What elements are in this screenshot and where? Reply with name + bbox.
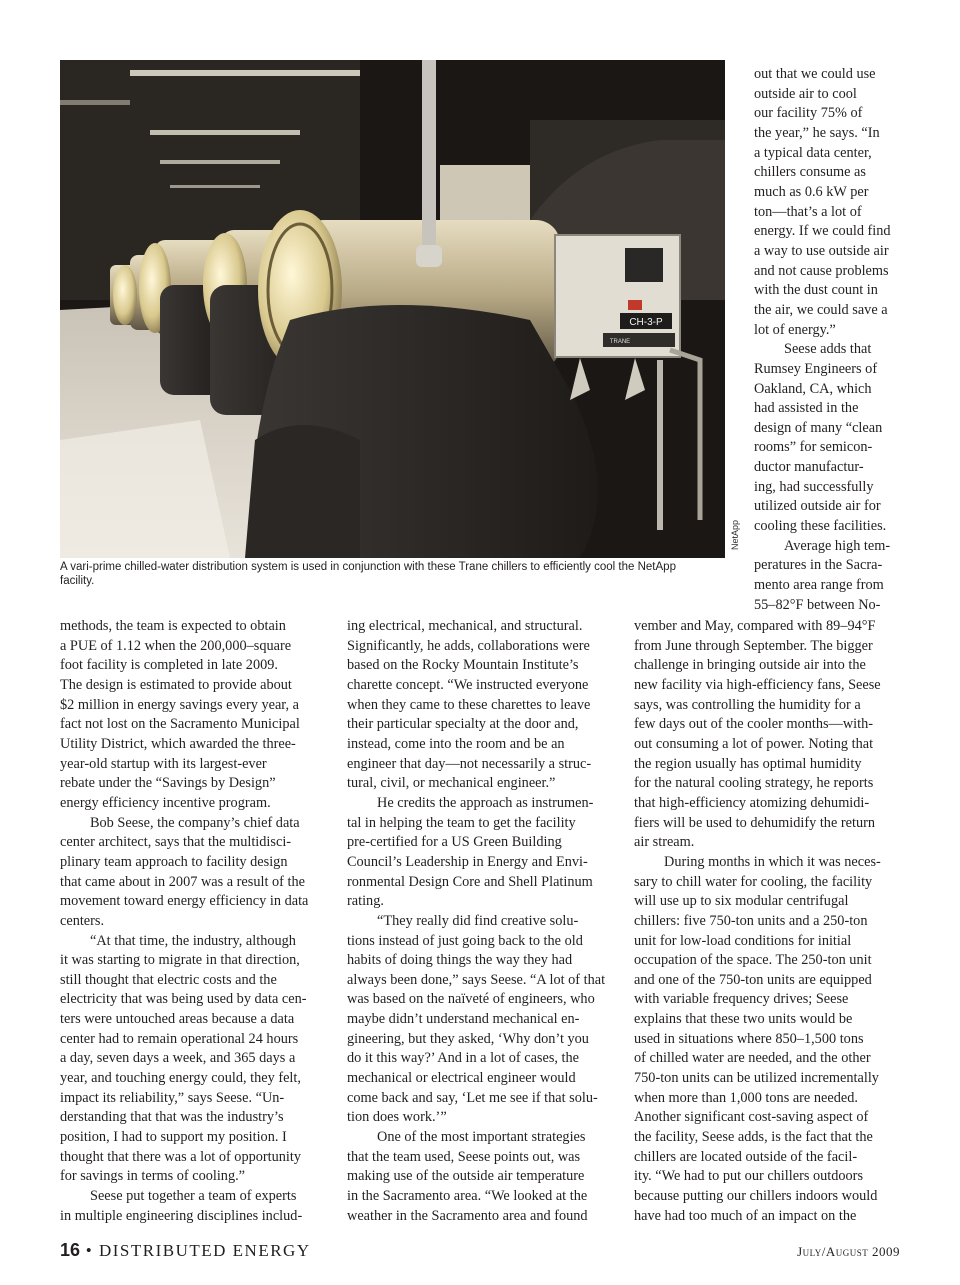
text-line: plinary team approach to facility design — [60, 853, 288, 870]
text-line: derstanding that that was the industry’s — [60, 1109, 284, 1126]
chillers-photo-illustration — [60, 60, 725, 558]
text-line: with the dust count in — [754, 282, 878, 299]
text-line: Rumsey Engineers of — [754, 360, 878, 377]
text-line: sary to chill water for cooling, the facility — [634, 873, 873, 890]
text-line: ing, had successfully — [754, 478, 874, 495]
text-line: used in situations where 850–1,500 tons — [634, 1030, 864, 1047]
text-line: weather in the Sacramento area and found — [347, 1207, 588, 1224]
text-line: energy efficiency incentive program. — [60, 794, 271, 811]
text-line: habits of doing things the way they had — [347, 952, 573, 969]
photo-caption: A vari-prime chilled-water distribution system is used in conjunction with these Trane chillers to efficiently cool the NetApp facility. — [60, 561, 676, 587]
text-line: rating. — [347, 893, 384, 910]
paragraph — [60, 932, 332, 1188]
text-line: One of the most important strategies — [377, 1129, 586, 1146]
text-line: occupation of the space. The 250-ton unit — [634, 952, 872, 969]
text-line: their particular specialty at the door and, — [347, 716, 579, 733]
text-line: based on the Rocky Mountain Institute’s — [347, 657, 579, 674]
text-line: ters were untouched areas because a data — [60, 1011, 295, 1028]
article-column-3-top — [754, 65, 914, 615]
text-line: with variable frequency drives; Seese — [634, 991, 849, 1008]
text-line: mento area range from — [754, 577, 884, 594]
text-line: was based on the naïveté of engineers, who — [347, 991, 595, 1008]
paragraph — [634, 617, 909, 853]
text-line: “At that time, the industry, although — [90, 932, 296, 949]
text-line: chillers: five 750-ton units and a 250-ton — [634, 912, 868, 929]
text-line: ductor manufactur- — [754, 459, 864, 476]
text-line: it was starting to migrate in that direction, — [60, 952, 300, 969]
text-line: when they came to these charettes to leave — [347, 696, 591, 713]
panel-label: CH-3-P — [629, 317, 663, 328]
text-line: always been done,” says Seese. “A lot of that — [347, 971, 606, 988]
text-line: the facility, Seese adds, is the fact that the — [634, 1129, 873, 1146]
text-line: for savings in terms of cooling.” — [60, 1168, 246, 1185]
text-line: the region usually has optimal humidity — [634, 755, 862, 772]
text-line: He credits the approach as instrumen- — [377, 794, 594, 811]
text-line: chillers are located outside of the facil- — [634, 1148, 858, 1165]
text-line: energy. If we could find — [754, 223, 891, 240]
paragraph — [347, 617, 622, 794]
text-line: foot facility is completed in late 2009. — [60, 657, 278, 674]
article-column-2 — [347, 617, 622, 1226]
text-line: unit for low-load conditions for initial — [634, 932, 852, 949]
text-line: Bob Seese, the company’s chief data — [90, 814, 300, 831]
folio-bullet: • — [85, 1241, 94, 1260]
text-line: electricity that was being used by data cen- — [60, 991, 307, 1008]
text-line: Seese adds that — [784, 341, 872, 358]
text-line: tion does work.’” — [347, 1109, 447, 1126]
text-line: 750-ton units can be utilized incrementally — [634, 1070, 879, 1087]
text-line: charette concept. “We instructed everyone — [347, 676, 589, 693]
text-line: of chilled water are needed, and the other — [634, 1050, 871, 1067]
text-line: ity. “We had to put our chillers outdoors — [634, 1168, 864, 1185]
text-line: in the Sacramento area. “We looked at the — [347, 1188, 588, 1205]
text-line: come back and say, ‘Let me see if that solu- — [347, 1089, 598, 1106]
text-line: pre-certified for a US Green Building — [347, 834, 562, 851]
text-line: tural, civil, or mechanical engineer.” — [347, 775, 556, 792]
paragraph — [60, 1187, 332, 1226]
text-line: Significantly, he adds, collaborations were — [347, 637, 590, 654]
magazine-name: DISTRIBUTED ENERGY — [98, 1241, 311, 1260]
text-line: have had too much of an impact on the — [634, 1207, 857, 1224]
text-line: year-old startup with its largest-ever — [60, 755, 267, 772]
text-line: Seese put together a team of experts — [90, 1188, 297, 1205]
text-line: says, was controlling the humidity for a — [634, 696, 861, 713]
footer-folio — [60, 1240, 311, 1261]
text-line: centers. — [60, 912, 105, 929]
text-line: center architect, says that the multidisci- — [60, 834, 292, 851]
text-line: Another significant cost-saving aspect of — [634, 1109, 869, 1126]
article-column-3-bottom — [634, 617, 909, 1226]
text-line: rooms” for semicon- — [754, 439, 873, 456]
text-line: from June through September. The bigger — [634, 637, 873, 654]
photo-credit: NetApp — [730, 519, 740, 550]
text-line: fact not lost on the Sacramento Municipal — [60, 716, 300, 733]
text-line: out consuming a lot of power. Noting that — [634, 735, 874, 752]
text-line: lot of energy.” — [754, 321, 836, 338]
text-line: instead, come into the room and be an — [347, 735, 565, 752]
article-column-1 — [60, 617, 332, 1226]
text-line: During months in which it was neces- — [664, 853, 881, 870]
text-line: new facility via high-efficiency fans, Seese — [634, 676, 881, 693]
text-line: Council’s Leadership in Energy and Envi- — [347, 853, 588, 870]
text-line: ton—that’s a lot of — [754, 203, 862, 220]
text-line: had assisted in the — [754, 400, 859, 417]
text-line: the year,” he says. “In — [754, 124, 880, 141]
text-line: making use of the outside air temperature — [347, 1168, 585, 1185]
text-line: Utility District, which awarded the three- — [60, 735, 296, 752]
page-number: 16 — [60, 1240, 81, 1260]
text-line: do it this way?’ And in a lot of cases, the — [347, 1050, 580, 1067]
text-line: and one of the 750-ton units are equipped — [634, 971, 872, 988]
text-line: the air, we could save a — [754, 301, 888, 318]
paragraph — [754, 537, 914, 616]
text-line: rebate under the “Savings by Design” — [60, 775, 276, 792]
text-line: tions instead of just going back to the old — [347, 932, 583, 949]
panel-brand: TRANE — [609, 339, 631, 345]
text-line: peratures in the Sacra- — [754, 557, 883, 574]
issue-date: July/August 2009 — [797, 1244, 900, 1259]
text-line: mechanical or electrical engineer would — [347, 1070, 576, 1087]
text-line: ronmental Design Core and Shell Platinum — [347, 873, 593, 890]
text-line: thought that there was a lot of opportunity — [60, 1148, 302, 1165]
text-line: that the team used, Seese points out, was — [347, 1148, 581, 1165]
paragraph — [634, 853, 909, 1226]
text-line: few days out of the cooler months—with- — [634, 716, 874, 733]
text-line: vember and May, compared with 89–94°F — [634, 618, 876, 634]
text-line: a way to use outside air — [754, 242, 889, 259]
text-line: that came about in 2007 was a result of the — [60, 873, 305, 890]
text-line: impact its reliability,” says Seese. “Un- — [60, 1089, 285, 1106]
text-line: “They really did find creative solu- — [377, 912, 579, 929]
text-line: for the natural cooling strategy, he reports — [634, 775, 874, 792]
text-line: methods, the team is expected to obtain — [60, 618, 286, 634]
text-line: fiers will be used to dehumidify the return — [634, 814, 876, 831]
text-line: when more than 1,000 tons are needed. — [634, 1089, 858, 1106]
text-line: challenge in bringing outside air into the — [634, 657, 866, 674]
paragraph — [347, 1128, 622, 1226]
text-line: Oakland, CA, which — [754, 380, 872, 397]
text-line: cooling these facilities. — [754, 518, 887, 535]
text-line: a PUE of 1.12 when the 200,000–square — [60, 637, 292, 654]
chillers-photo — [60, 60, 725, 558]
text-line: explains that these two units would be — [634, 1011, 853, 1028]
text-line: still thought that electric costs and the — [60, 971, 277, 988]
text-line: that high-efficiency atomizing dehumidi- — [634, 794, 870, 811]
text-line: our facility 75% of — [754, 105, 863, 122]
paragraph — [347, 912, 622, 1128]
text-line: gineering, but they asked, ‘Why don’t you — [347, 1030, 589, 1047]
text-line: 55–82°F between No- — [754, 596, 881, 613]
text-line: tal in helping the team to get the facility — [347, 814, 576, 831]
text-line: design of many “clean — [754, 419, 883, 436]
text-line: movement toward energy efficiency in data — [60, 893, 309, 910]
text-line: much as 0.6 kW per — [754, 183, 869, 200]
text-line: because putting our chillers indoors would — [634, 1188, 878, 1205]
text-line: year, and touching energy could, they felt, — [60, 1070, 301, 1087]
text-line: and not cause problems — [754, 262, 889, 279]
text-line: a typical data center, — [754, 144, 872, 161]
text-line: Average high tem- — [784, 537, 891, 554]
text-line: $2 million in energy savings every year, a — [60, 696, 299, 713]
text-line: maybe didn’t understand mechanical en- — [347, 1011, 580, 1028]
text-line: engineer that day—not necessarily a struc- — [347, 755, 592, 772]
text-line: position, I had to support my position. I — [60, 1129, 287, 1146]
paragraph — [754, 65, 914, 340]
text-line: utilized outside air for — [754, 498, 881, 515]
paragraph — [754, 340, 914, 537]
text-line: air stream. — [634, 834, 695, 851]
text-line: center had to remain operational 24 hours — [60, 1030, 299, 1047]
text-line: ing electrical, mechanical, and structural. — [347, 618, 583, 634]
text-line: chillers consume as — [754, 164, 866, 181]
text-line: will use up to six modular centrifugal — [634, 893, 849, 910]
paragraph — [60, 814, 332, 932]
paragraph — [347, 794, 622, 912]
text-line: a day, seven days a week, and 365 days a — [60, 1050, 296, 1067]
text-line: in multiple engineering disciplines includ- — [60, 1207, 303, 1224]
paragraph — [60, 617, 332, 814]
text-line: outside air to cool — [754, 85, 857, 102]
text-line: out that we could use — [754, 66, 876, 82]
text-line: The design is estimated to provide about — [60, 676, 292, 693]
